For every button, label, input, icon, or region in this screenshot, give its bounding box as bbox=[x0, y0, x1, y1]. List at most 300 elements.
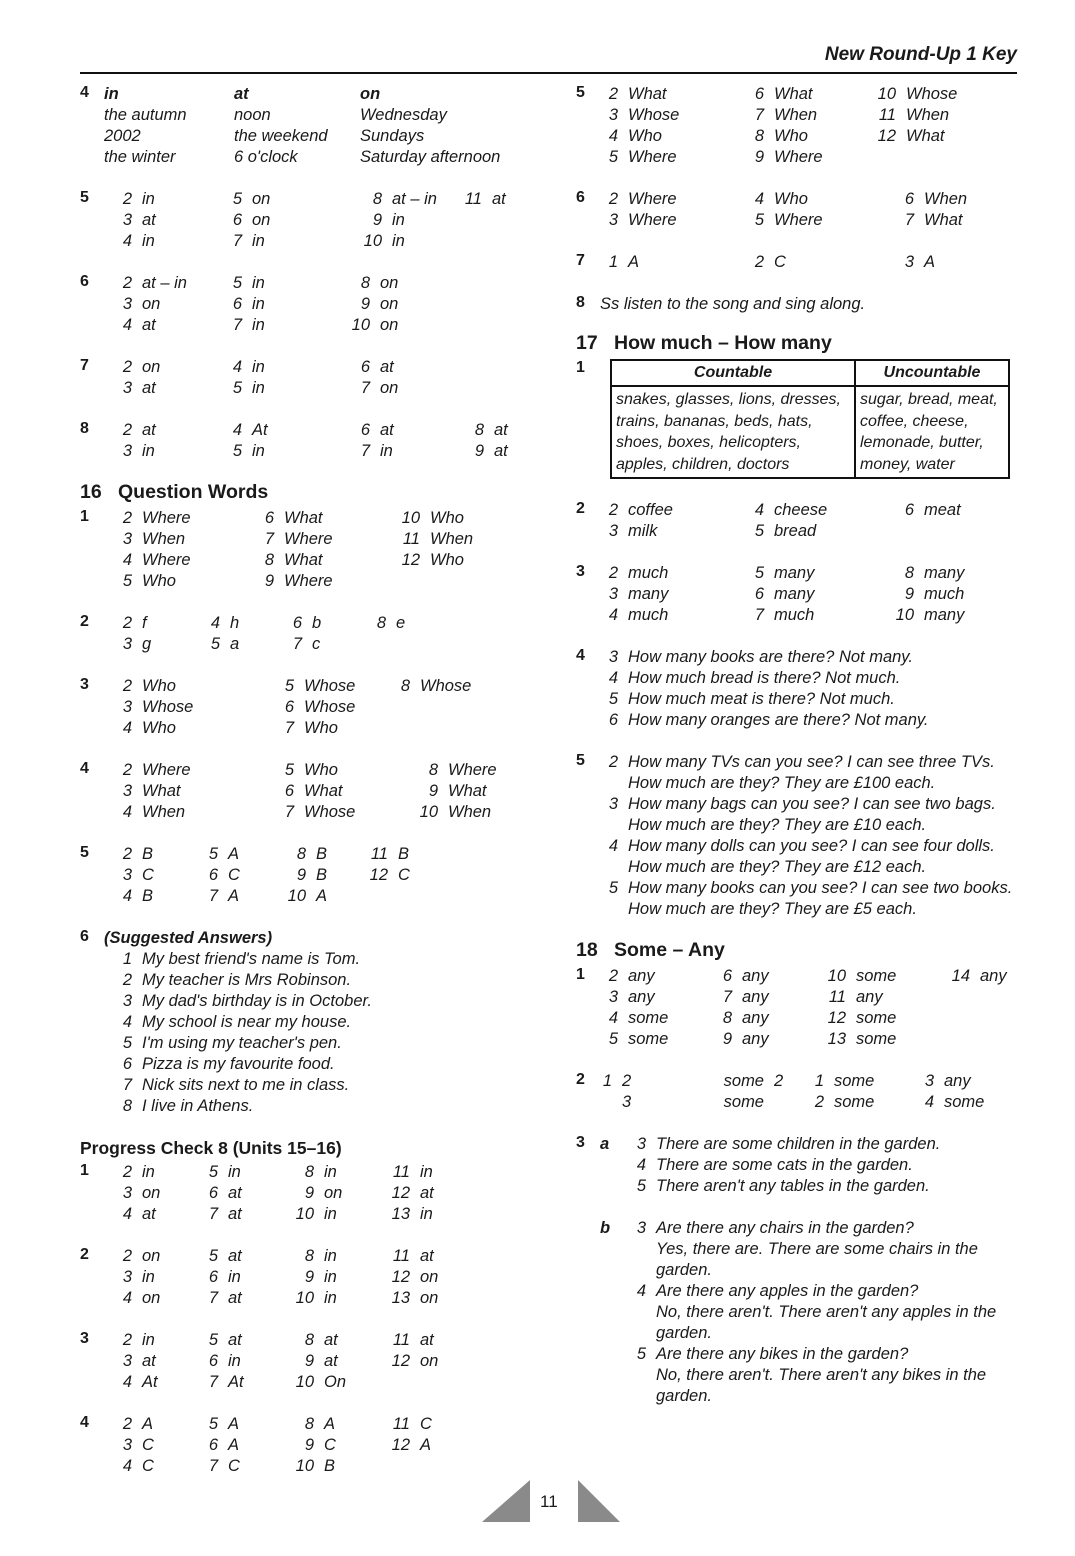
answer-text: at bbox=[420, 1247, 434, 1265]
unit-16-heading bbox=[80, 481, 530, 504]
item-number: 3 bbox=[608, 522, 618, 540]
answer-text: at bbox=[380, 421, 394, 439]
item-number: 7 bbox=[264, 530, 274, 548]
item-number: 7 bbox=[208, 1205, 218, 1223]
answer-grid bbox=[600, 1071, 1021, 1113]
item-number: 8 bbox=[722, 1009, 732, 1027]
cell-line: lemonade, butter, bbox=[860, 434, 984, 451]
list-item bbox=[104, 760, 530, 781]
left-column bbox=[80, 84, 530, 1498]
answer-text: What bbox=[448, 782, 487, 800]
answer-text: in bbox=[252, 358, 265, 376]
item-number: 3 bbox=[122, 295, 132, 313]
list-item bbox=[628, 1302, 1021, 1323]
list-item bbox=[104, 147, 530, 168]
item-number bbox=[628, 1302, 656, 1323]
item-number: 12 bbox=[391, 1184, 410, 1202]
answer-grid bbox=[104, 273, 530, 336]
answer-text: When bbox=[448, 803, 492, 821]
answer-text: much bbox=[924, 585, 965, 603]
list-item bbox=[600, 710, 1021, 731]
unit-number: 17 bbox=[576, 332, 598, 354]
answer-text: garden. bbox=[656, 1387, 712, 1405]
item-number: 3 bbox=[122, 530, 132, 548]
exercise-number: 7 bbox=[80, 357, 89, 374]
answer-text: at bbox=[228, 1184, 242, 1202]
answer-text: What bbox=[142, 782, 181, 800]
answer-text: C bbox=[142, 1436, 154, 1454]
exercise-number: 4 bbox=[80, 84, 89, 101]
exercise-17-5 bbox=[576, 752, 1021, 920]
item-number: 4 bbox=[608, 669, 618, 687]
answer-grid bbox=[104, 420, 530, 462]
answer-text bbox=[774, 1092, 800, 1113]
item-number: 1 bbox=[122, 950, 132, 968]
answer-text: At bbox=[228, 1373, 244, 1391]
item-number: 6 bbox=[208, 1352, 218, 1370]
part-b bbox=[600, 1218, 1021, 1407]
prepositions-table bbox=[104, 84, 530, 168]
list-item bbox=[600, 605, 1021, 626]
answer-text: Where bbox=[142, 509, 191, 527]
answer-text: on bbox=[420, 1352, 439, 1370]
cell: the autumn bbox=[104, 106, 187, 124]
item-number: 2 bbox=[608, 85, 618, 103]
answer-text: on bbox=[380, 379, 399, 397]
item-number: 10 bbox=[401, 509, 420, 527]
answer-text: When bbox=[142, 803, 186, 821]
answer-text: many bbox=[924, 564, 965, 582]
item-number: 4 bbox=[636, 1156, 646, 1174]
unit-18-heading bbox=[576, 939, 1021, 962]
item-number: 2 bbox=[122, 274, 132, 292]
answer-text: at bbox=[324, 1352, 338, 1370]
list-item bbox=[104, 420, 530, 441]
item-number: 3 bbox=[924, 1072, 934, 1090]
item-number: 9 bbox=[304, 1268, 314, 1286]
list-item bbox=[600, 668, 1021, 689]
answer-text: many bbox=[924, 606, 965, 624]
list-item bbox=[104, 273, 530, 294]
list-item bbox=[104, 508, 530, 529]
exercise-4 bbox=[80, 84, 530, 168]
answer-text: How much are they? They are £100 each. bbox=[628, 774, 936, 792]
list-item bbox=[600, 899, 1021, 920]
answer-text: some bbox=[834, 1093, 875, 1111]
list-item bbox=[104, 1054, 530, 1075]
list-item bbox=[104, 1330, 530, 1351]
list-item bbox=[600, 1008, 1021, 1029]
item-number: 10 bbox=[877, 85, 896, 103]
item-number: 3 bbox=[122, 782, 132, 800]
col-head: on bbox=[360, 85, 381, 103]
list-item bbox=[104, 571, 530, 592]
item-number bbox=[870, 147, 906, 168]
list-item bbox=[628, 1365, 1021, 1386]
item-number: 9 bbox=[264, 572, 274, 590]
item-number: 9 bbox=[372, 211, 382, 229]
list-item bbox=[104, 1183, 530, 1204]
item-number: 7 bbox=[284, 803, 294, 821]
answer-text: Who bbox=[304, 719, 338, 737]
answer-text: in bbox=[252, 295, 265, 313]
item-number: 2 bbox=[122, 509, 132, 527]
answer-text: Who bbox=[304, 761, 338, 779]
list-item bbox=[104, 231, 530, 252]
list-item bbox=[104, 1075, 530, 1096]
item-number bbox=[380, 571, 430, 592]
item-number bbox=[628, 1323, 656, 1344]
answer-text: When bbox=[924, 190, 968, 208]
item-number: 3 bbox=[608, 988, 618, 1006]
answer-text: in bbox=[252, 316, 265, 334]
answer-text: any bbox=[628, 967, 655, 985]
answer-text: How much bread is there? Not much. bbox=[628, 669, 901, 687]
answer-text: many bbox=[628, 585, 669, 603]
list-item bbox=[104, 970, 530, 991]
answer-text: I'm using my teacher's pen. bbox=[142, 1034, 342, 1052]
item-number: 4 bbox=[608, 127, 618, 145]
item-number: 5 bbox=[754, 522, 764, 540]
cell: the winter bbox=[104, 148, 176, 166]
list-item bbox=[104, 802, 530, 823]
col-head: Countable bbox=[611, 360, 855, 386]
answer-text: in bbox=[252, 274, 265, 292]
item-number: 2 bbox=[122, 1415, 132, 1433]
item-number: 11 bbox=[370, 845, 388, 863]
list-item bbox=[104, 718, 530, 739]
answer-text: in bbox=[142, 1163, 155, 1181]
list-item bbox=[104, 1204, 530, 1225]
answer-text: C bbox=[142, 1457, 154, 1475]
item-number bbox=[380, 697, 420, 718]
answer-text: Pizza is my favourite food. bbox=[142, 1055, 335, 1073]
exercise-17-1 bbox=[576, 359, 1021, 479]
item-number: 8 bbox=[304, 1247, 314, 1265]
list-item bbox=[628, 1323, 1021, 1344]
answer-text: any bbox=[856, 988, 883, 1006]
list-item bbox=[600, 126, 1021, 147]
item-number: 5 bbox=[122, 572, 132, 590]
answer-list bbox=[600, 752, 1021, 920]
answer-text: Are there any chairs in the garden? bbox=[656, 1219, 914, 1237]
item-number: 12 bbox=[877, 127, 896, 145]
item-number: 7 bbox=[360, 379, 370, 397]
item-number: 4 bbox=[122, 1457, 132, 1475]
item-number: 2 bbox=[608, 501, 618, 519]
list-item bbox=[104, 529, 530, 550]
cell: noon bbox=[234, 106, 271, 124]
answer-text: Who bbox=[774, 190, 808, 208]
list-item bbox=[628, 1260, 1021, 1281]
item-number: 6 bbox=[232, 211, 242, 229]
unit-17-heading bbox=[576, 332, 1021, 355]
item-number: 3 bbox=[608, 211, 618, 229]
answer-text: Nick sits next to me in class. bbox=[142, 1076, 350, 1094]
item-number: 5 bbox=[232, 274, 242, 292]
item-number: 7 bbox=[232, 316, 242, 334]
cell-line: shoes, boxes, helicopters, bbox=[616, 434, 801, 451]
part-a bbox=[600, 1134, 1021, 1197]
list-item bbox=[104, 1456, 530, 1477]
answer-text: 2 bbox=[622, 1072, 632, 1090]
answer-text: on bbox=[142, 295, 161, 313]
answer-text: How many TVs can you see? I can see three TVs. bbox=[628, 753, 995, 771]
list-item bbox=[628, 1344, 1021, 1365]
exercise-number: 1 bbox=[80, 1162, 89, 1179]
answer-text: How much are they? They are £5 each. bbox=[628, 900, 917, 918]
exercise-5-right bbox=[576, 84, 1021, 168]
answer-text: at bbox=[492, 190, 506, 208]
list-item bbox=[600, 647, 1021, 668]
answer-text: in bbox=[142, 190, 155, 208]
item-number bbox=[600, 899, 628, 920]
answer-text: in bbox=[324, 1205, 337, 1223]
part-label: b bbox=[600, 1219, 611, 1237]
answer-grid bbox=[104, 357, 530, 399]
answer-text: Who bbox=[430, 509, 464, 527]
exercise-17-4 bbox=[576, 647, 1021, 731]
answer-text: b bbox=[312, 614, 322, 632]
answer-text: How much are they? They are £12 each. bbox=[628, 858, 927, 876]
exercise-17-3 bbox=[576, 563, 1021, 626]
item-number bbox=[378, 1456, 420, 1477]
answer-text: My best friend's name is Tom. bbox=[142, 950, 361, 968]
item-number: 7 bbox=[754, 606, 764, 624]
answer-text: on bbox=[324, 1184, 343, 1202]
item-number: 4 bbox=[608, 837, 618, 855]
answer-text: Whose bbox=[304, 698, 356, 716]
answer-text: on bbox=[380, 316, 399, 334]
item-number: 5 bbox=[608, 690, 618, 708]
progress-3 bbox=[80, 1330, 530, 1393]
progress-4 bbox=[80, 1414, 530, 1477]
item-number: 11 bbox=[878, 106, 896, 124]
item-number: 3 bbox=[122, 211, 132, 229]
item-number bbox=[600, 773, 628, 794]
answer-text: B bbox=[324, 1457, 336, 1475]
item-number: 2 bbox=[122, 845, 132, 863]
exercise-7-right bbox=[576, 252, 1021, 273]
list-item bbox=[600, 1029, 1021, 1050]
exercise-number: 3 bbox=[80, 676, 89, 693]
list-item bbox=[600, 105, 1021, 126]
answer-text: A bbox=[324, 1415, 336, 1433]
exercise-5 bbox=[80, 189, 530, 252]
item-number: 11 bbox=[402, 530, 420, 548]
answer-text: B bbox=[316, 845, 328, 863]
list-item bbox=[104, 676, 530, 697]
exercise-8 bbox=[80, 420, 530, 462]
answer-text: in bbox=[142, 232, 155, 250]
instruction-text: Ss listen to the song and sing along. bbox=[600, 295, 866, 313]
list-item bbox=[628, 1176, 1021, 1197]
answer-grid bbox=[600, 966, 1021, 1050]
item-number: 7 bbox=[904, 211, 914, 229]
list-item bbox=[600, 1071, 1021, 1092]
list-item bbox=[104, 1351, 530, 1372]
item-number: 2 bbox=[122, 971, 132, 989]
item-number: 8 bbox=[372, 190, 382, 208]
item-number: 3 bbox=[608, 795, 618, 813]
item-number bbox=[600, 857, 628, 878]
answer-text: garden. bbox=[656, 1324, 712, 1342]
answer-text: C bbox=[228, 866, 240, 884]
list-item bbox=[600, 878, 1021, 899]
answer-text: at bbox=[142, 211, 156, 229]
part-label: a bbox=[600, 1135, 610, 1153]
answer-text: Where bbox=[142, 761, 191, 779]
list-item bbox=[628, 1155, 1021, 1176]
list-item bbox=[600, 1092, 1021, 1113]
progress-2 bbox=[80, 1246, 530, 1309]
answer-grid bbox=[600, 500, 1021, 542]
item-number: 5 bbox=[208, 1247, 218, 1265]
page-header bbox=[80, 44, 1017, 74]
item-number: 7 bbox=[754, 106, 764, 124]
item-number: 2 bbox=[122, 190, 132, 208]
item-number: 5 bbox=[754, 211, 764, 229]
answer-text: Who bbox=[142, 572, 176, 590]
item-number bbox=[600, 1092, 622, 1113]
item-number: 7 bbox=[284, 719, 294, 737]
item-number: some bbox=[723, 1093, 764, 1111]
answer-text: any bbox=[742, 1009, 769, 1027]
answer-text: milk bbox=[628, 522, 658, 540]
item-number: 6 bbox=[754, 585, 764, 603]
answer-text: A bbox=[924, 253, 936, 271]
item-number: 3 bbox=[122, 379, 132, 397]
progress-check-heading: Progress Check 8 (Units 15–16) bbox=[80, 1138, 342, 1158]
exercise-18-2 bbox=[576, 1071, 1021, 1113]
answer-grid bbox=[600, 189, 1021, 231]
item-number: 3 bbox=[122, 442, 132, 460]
item-number: 9 bbox=[304, 1352, 314, 1370]
item-number: 3 bbox=[122, 1268, 132, 1286]
item-number: 1 bbox=[814, 1072, 824, 1090]
unit-title: How much – How many bbox=[614, 332, 832, 354]
list-item bbox=[104, 1162, 530, 1183]
list-item bbox=[104, 210, 530, 231]
answer-text: some bbox=[628, 1009, 669, 1027]
answer-grid bbox=[104, 613, 530, 655]
answers-title: (Suggested Answers) bbox=[104, 929, 273, 947]
cell: 2002 bbox=[104, 127, 141, 145]
answer-text: Where bbox=[284, 572, 333, 590]
unit-title: Some – Any bbox=[614, 939, 725, 961]
answer-text: When bbox=[774, 106, 818, 124]
item-number: 13 bbox=[391, 1205, 410, 1223]
answer-text: C bbox=[774, 253, 786, 271]
answer-text: some bbox=[856, 967, 897, 985]
cell-line: money, water bbox=[860, 455, 955, 473]
answer-text: How many bags can you see? I can see two bags. bbox=[628, 795, 996, 813]
item-number: 3 bbox=[122, 992, 132, 1010]
answer-text: in bbox=[392, 211, 405, 229]
answer-text: on bbox=[142, 1247, 161, 1265]
cell: Sundays bbox=[360, 127, 425, 145]
answer-grid bbox=[104, 1246, 530, 1309]
answer-text: No, there aren't. There aren't any apples in the bbox=[656, 1303, 997, 1321]
item-number: 10 bbox=[295, 1205, 314, 1223]
item-number: 4 bbox=[608, 1009, 618, 1027]
list-item bbox=[104, 126, 530, 147]
answer-text: There aren't any tables in the garden. bbox=[656, 1177, 930, 1195]
item-number: 10 bbox=[351, 316, 370, 334]
item-number: 8 bbox=[122, 1097, 132, 1115]
exercise-number: 5 bbox=[80, 189, 89, 206]
cell: Wednesday bbox=[360, 106, 447, 124]
list-item bbox=[600, 689, 1021, 710]
answer-text: in bbox=[324, 1289, 337, 1307]
answer-text: Where bbox=[628, 148, 677, 166]
item-number: 11 bbox=[828, 988, 846, 1006]
answer-text: in bbox=[228, 1163, 241, 1181]
answer-text: B bbox=[398, 845, 410, 863]
answer-text: A bbox=[228, 887, 240, 905]
item-number: 4 bbox=[122, 1013, 132, 1031]
item-number: 2 bbox=[754, 253, 764, 271]
answer-grid bbox=[600, 252, 1021, 273]
list-item bbox=[104, 844, 530, 865]
item-number bbox=[358, 634, 396, 655]
answer-text: C bbox=[324, 1436, 336, 1454]
item-number: 8 bbox=[474, 421, 484, 439]
answer-text: How much are they? They are £10 each. bbox=[628, 816, 927, 834]
cell: Saturday afternoon bbox=[360, 148, 501, 166]
item-number: 4 bbox=[924, 1093, 934, 1111]
item-number: 10 bbox=[295, 1373, 314, 1391]
answer-text: e bbox=[396, 614, 406, 632]
answer-text: Who bbox=[430, 551, 464, 569]
answer-text: B bbox=[142, 887, 154, 905]
item-number: 6 bbox=[208, 866, 218, 884]
answer-text: f bbox=[142, 614, 147, 632]
item-number: 7 bbox=[208, 887, 218, 905]
page-title: New Round-Up 1 Key bbox=[824, 44, 1017, 65]
item-number: 9 bbox=[722, 1030, 732, 1048]
exercise-number: 5 bbox=[576, 752, 585, 769]
answer-text: A bbox=[420, 1436, 432, 1454]
exercise-number: 4 bbox=[576, 647, 585, 664]
list-item bbox=[104, 294, 530, 315]
answer-text: Where bbox=[774, 211, 823, 229]
item-number: 9 bbox=[360, 295, 370, 313]
answer-text: Where bbox=[628, 190, 677, 208]
item-number: 7 bbox=[208, 1457, 218, 1475]
item-number: 3 bbox=[122, 1352, 132, 1370]
item-number: 11 bbox=[464, 190, 482, 208]
item-number: 11 bbox=[392, 1331, 410, 1349]
list-item bbox=[600, 987, 1021, 1008]
item-number: 5 bbox=[210, 635, 220, 653]
item-number: 5 bbox=[232, 379, 242, 397]
item-number: 12 bbox=[401, 551, 420, 569]
answer-text: Are there any apples in the garden? bbox=[656, 1282, 919, 1300]
heads-row bbox=[104, 84, 530, 105]
item-number: 10 bbox=[295, 1289, 314, 1307]
item-number: 3 bbox=[122, 866, 132, 884]
answer-text: at bbox=[420, 1331, 434, 1349]
list-item bbox=[628, 1218, 1021, 1239]
answer-text: What bbox=[284, 509, 323, 527]
answer-text: in bbox=[228, 1352, 241, 1370]
list-item bbox=[104, 1096, 530, 1117]
answer-text: at bbox=[324, 1331, 338, 1349]
col-head: at bbox=[234, 85, 249, 103]
list-item bbox=[104, 1414, 530, 1435]
item-number: 9 bbox=[304, 1184, 314, 1202]
